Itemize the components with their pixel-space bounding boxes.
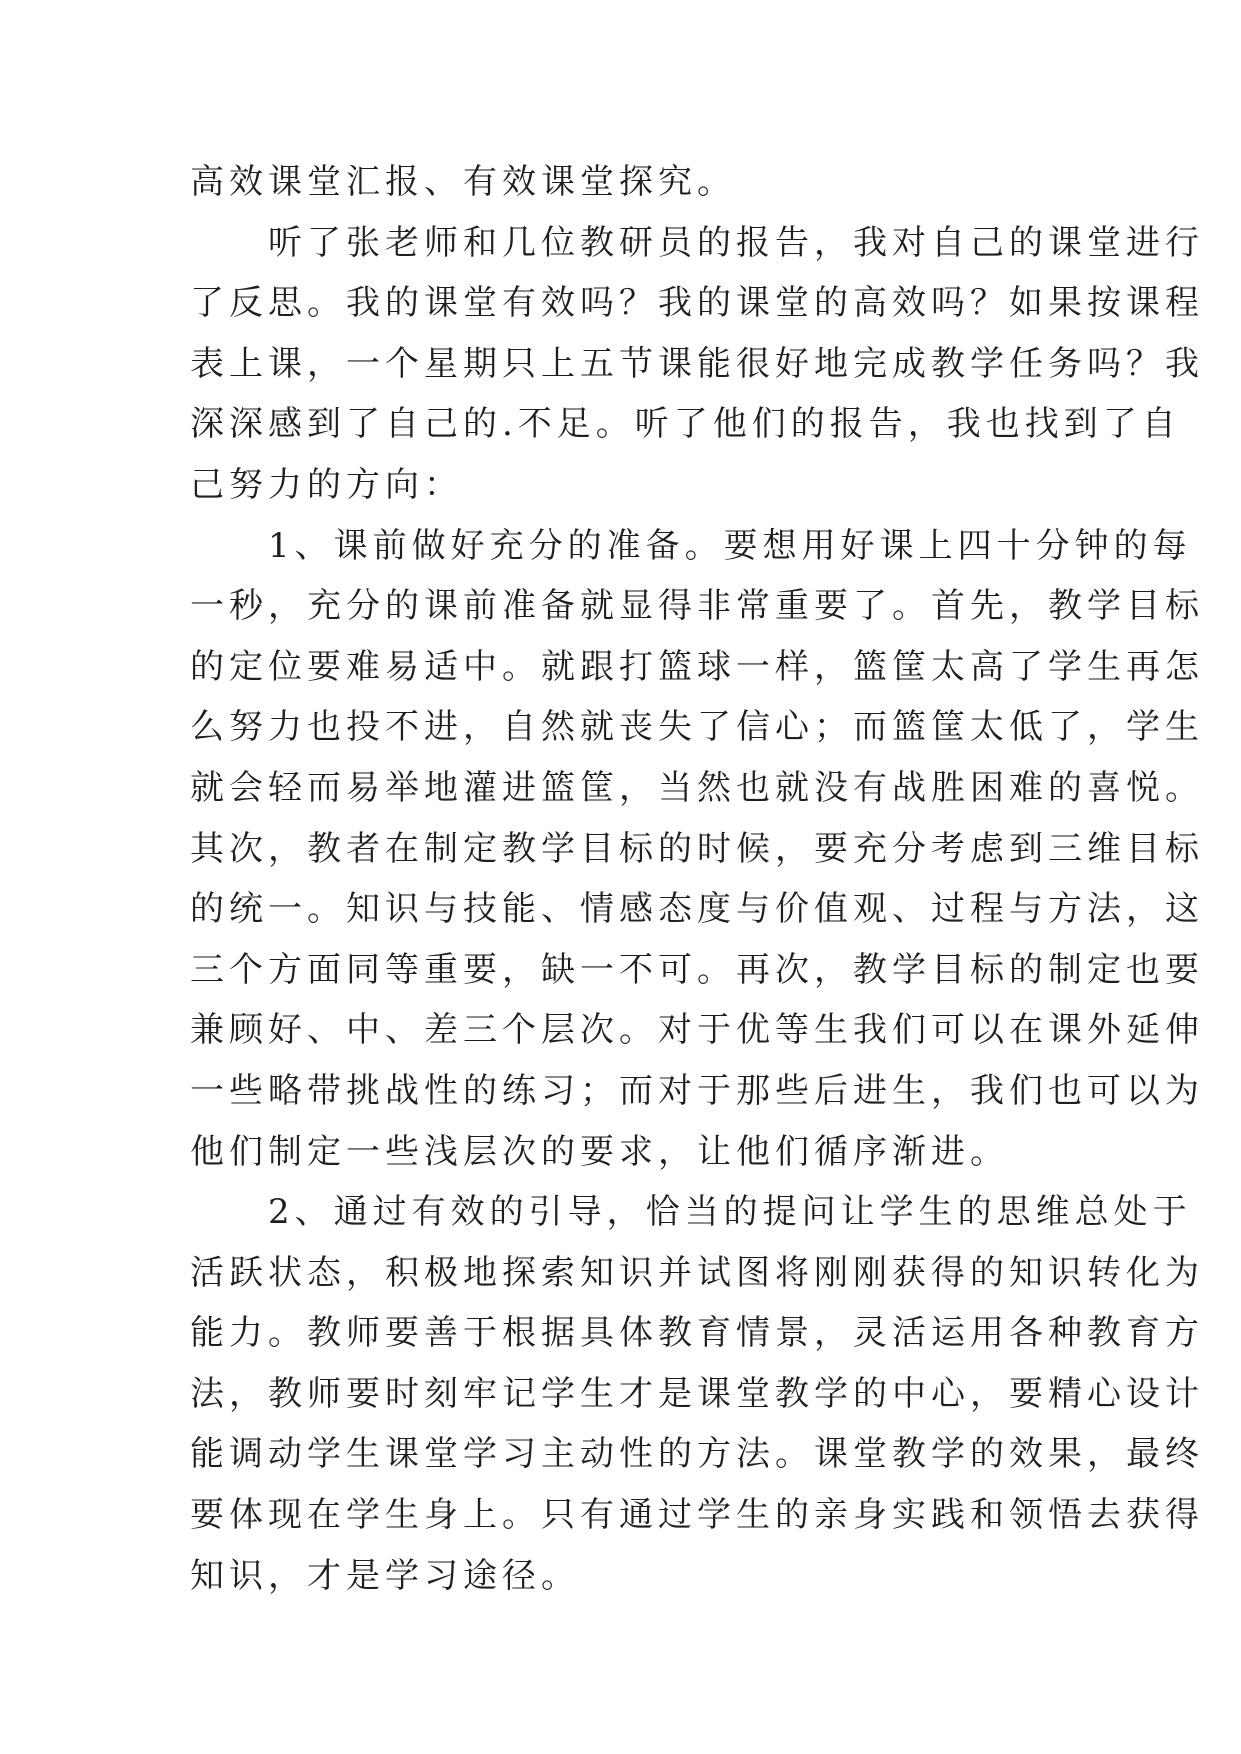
text-line: 活跃状态，积极地探索知识并试图将刚刚获得的知识转化为 [190,1252,1204,1293]
text-line: 表上课，一个星期只上五节课能很好地完成教学任务吗？我 [190,343,1204,384]
paragraph-start-line: 1、课前做好充分的准备。要想用好课上四十分钟的每 [268,525,1192,566]
text-line: 就会轻而易举地灌进篮筐，当然也就没有战胜困难的喜悦。 [190,767,1204,808]
text-line: 要体现在学生身上。只有通过学生的亲身实践和领悟去获得 [190,1495,1204,1536]
text-line: 他们制定一些浅层次的要求，让他们循序渐进。 [190,1131,1009,1172]
text-line: 一些略带挑战性的练习；而对于那些后进生，我们也可以为 [190,1070,1204,1111]
text-line: 能力。教师要善于根据具体教育情景，灵活运用各种教育方 [190,1313,1204,1354]
text-line: 能调动学生课堂学习主动性的方法。课堂教学的效果，最终 [190,1434,1204,1475]
text-line: 深深感到了自己的.不足。听了他们的报告，我也找到了自 [190,404,1181,445]
text-line: 己努力的方向： [190,464,463,505]
text-line: 一秒，充分的课前准备就显得非常重要了。首先，教学目标 [190,586,1204,627]
text-line: 其次，教者在制定教学目标的时候，要充分考虑到三维目标 [190,828,1204,869]
text-line: 高效课堂汇报、有效课堂探究。 [190,162,736,202]
text-line: 的定位要难易适中。就跟打篮球一样，篮筐太高了学生再怎 [190,646,1204,687]
document-body [190,152,1204,1606]
text-line: 的统一。知识与技能、情感态度与价值观、过程与方法，这 [190,889,1204,930]
text-line: 么努力也投不进，自然就丧失了信心；而篮筐太低了，学生 [190,707,1204,748]
text-line: 法，教师要时刻牢记学生才是课堂教学的中心，要精心设计 [190,1373,1204,1414]
text-line: 兼顾好、中、差三个层次。对于优等生我们可以在课外延伸 [190,1010,1204,1051]
text-line: 知识，才是学习途径。 [190,1555,580,1596]
paragraph-start-line: 听了张老师和几位教研员的报告，我对自己的课堂进行 [268,222,1204,263]
paragraph-start-line: 2、通过有效的引导，恰当的提问让学生的思维总处于 [268,1192,1192,1233]
text-line: 三个方面同等重要，缺一不可。再次，教学目标的制定也要 [190,949,1204,990]
text-line: 了反思。我的课堂有效吗？我的课堂的高效吗？如果按课程 [190,283,1204,324]
